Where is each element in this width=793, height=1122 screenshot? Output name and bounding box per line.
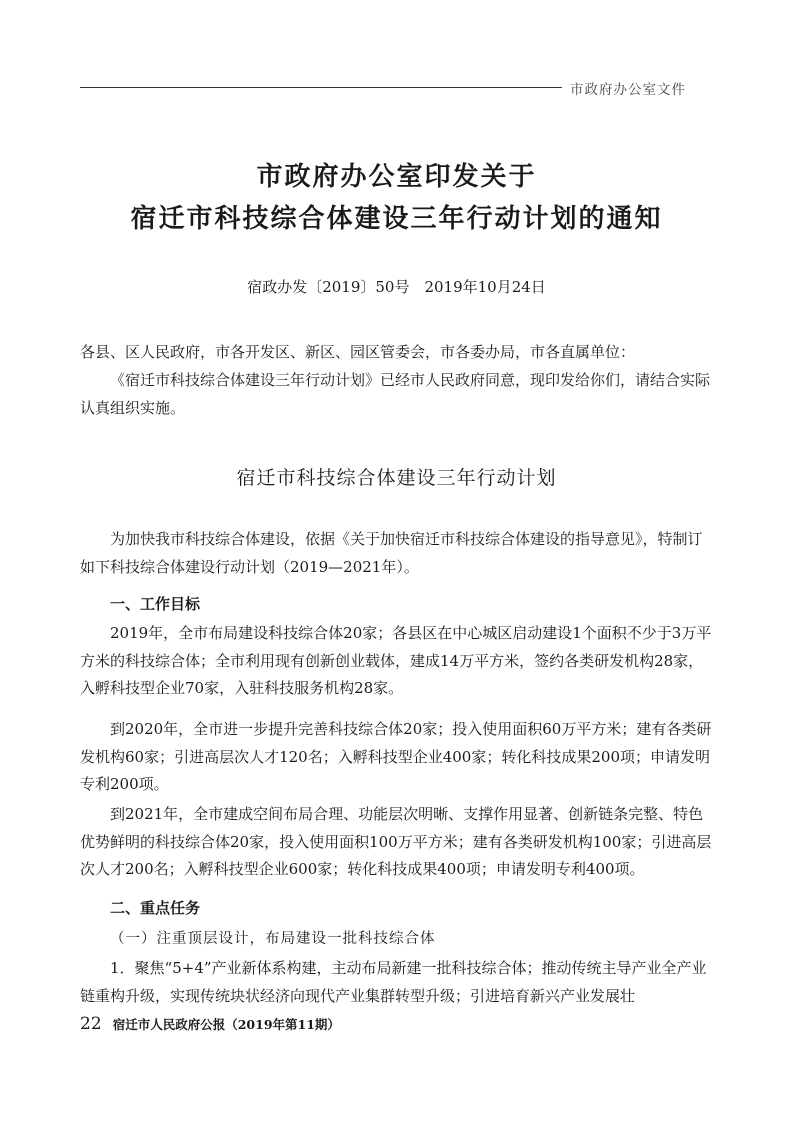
goal-2019-paragraph: 2019年，全市布局建设科技综合体20家；各县区在中心城区启动建设1个面积不少于3万平方米的科技综合体；全市利用现有创新创业载体，建成14万平方米，签约各类研发机构28家，入孵科技型企业70家，入驻科技服务机构28家。 — [80, 624, 712, 697]
notice-title-line-1: 市政府办公室印发关于 — [256, 162, 537, 192]
plan-title: 宿迁市科技综合体建设三年行动计划 — [236, 467, 557, 489]
publication-name: 宿迁市人民政府公报（2019年第11期） — [112, 1017, 340, 1032]
goal-2021-paragraph: 到2021年，全市建成空间布局合理、功能层次明晰、支撑作用显著、创新链条完整、特色优势鲜明的科技综合体20家，投入使用面积100万平方米；建有各类研发机构100家；引进高层次人才200名；入孵科技型企业600家；转化科技成果400项；申请发明专利400项。 — [80, 805, 712, 878]
page-number: 22 — [80, 1014, 102, 1034]
task-subheading-1: （一）注重顶层设计，布局建设一批科技综合体 — [110, 931, 436, 947]
page-footer — [80, 1014, 340, 1034]
section-heading-tasks: 二、重点任务 — [110, 899, 201, 917]
addressee: 各县、区人民政府，市各开发区、新区、园区管委会，市各委办局，市各直属单位： — [80, 343, 636, 361]
document-number: 宿政办发〔2019〕50号 2019年10月24日 — [247, 278, 546, 296]
intro-paragraph: 为加快我市科技综合体建设，依据《关于加快宿迁市科技综合体建设的指导意见》，特制订如下科技综合体建设行动计划（2019—2021年）。 — [80, 530, 703, 576]
header-rule — [80, 87, 562, 88]
task-item-1: 1．聚焦“5+4”产业新体系构建，主动布局新建一批科技综合体；推动传统主导产业全产业链重构升级，实现传统块状经济向现代产业集群转型升级；引进培育新兴产业发展壮 — [80, 959, 707, 1005]
notice-title-line-2: 宿迁市科技综合体建设三年行动计划的通知 — [130, 204, 663, 234]
section-heading-goals: 一、工作目标 — [110, 595, 201, 613]
running-header: 市政府办公室文件 — [570, 82, 686, 98]
notice-body: 《宿迁市科技综合体建设三年行动计划》已经市人民政府同意，现印发给你们，请结合实际认真组织实施。 — [80, 371, 711, 417]
goal-2020-paragraph: 到2020年，全市进一步提升完善科技综合体20家；投入使用面积60万平方米；建有各类研发机构60家；引进高层次人才120名；入孵科技型企业400家；转化科技成果200项；申请发明专利200项。 — [80, 720, 712, 793]
